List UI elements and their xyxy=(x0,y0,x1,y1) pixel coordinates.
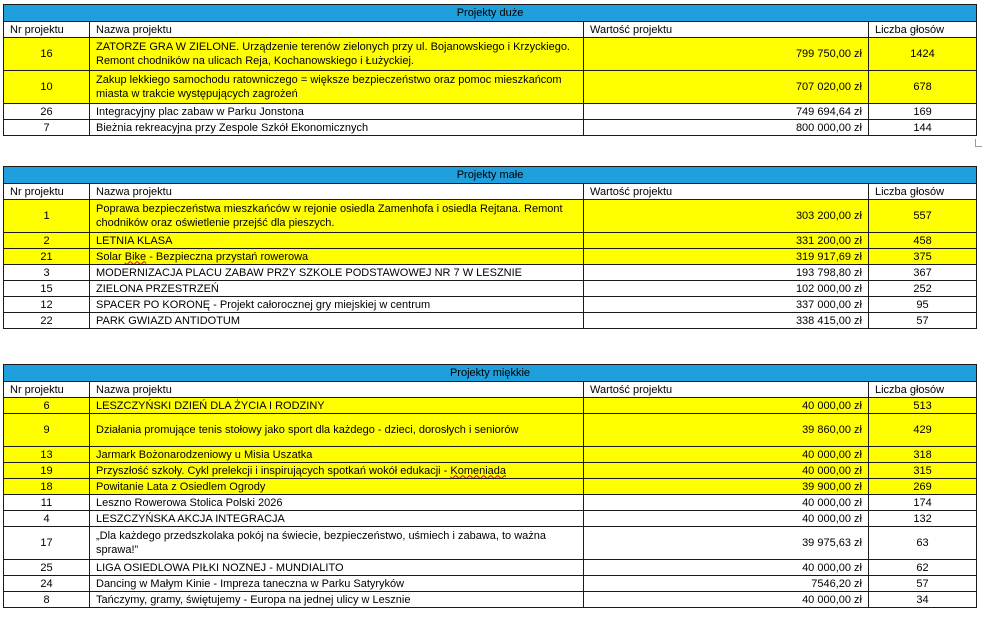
cell-value: 40 000,00 zł xyxy=(584,495,869,511)
cell-value: 303 200,00 zł xyxy=(584,200,869,233)
table-row xyxy=(4,120,977,136)
cell-value: 331 200,00 zł xyxy=(584,233,869,249)
table-row xyxy=(4,463,977,479)
section-title: Projekty duże xyxy=(4,5,977,22)
cell-nr: 11 xyxy=(4,495,90,511)
cell-name: LIGA OSIEDLOWA PIŁKI NOZNEJ - MUNDIALITO xyxy=(90,560,584,576)
cell-votes: 169 xyxy=(869,104,977,120)
cell-votes: 678 xyxy=(869,71,977,104)
table-projekty-miekkie xyxy=(3,364,977,608)
cell-nr: 26 xyxy=(4,104,90,120)
cell-corner-marker xyxy=(975,139,982,147)
header-value: Wartość projektu xyxy=(584,382,869,398)
header-value: Wartość projektu xyxy=(584,184,869,200)
cell-name-part: - Bezpieczna przystań rowerowa xyxy=(146,250,309,263)
table-row xyxy=(4,479,977,495)
cell-name: Leszno Rowerowa Stolica Polski 2026 xyxy=(90,495,584,511)
table-row xyxy=(4,297,977,313)
header-votes: Liczba głosów xyxy=(869,184,977,200)
cell-value: 799 750,00 zł xyxy=(584,38,869,71)
cell-nr: 24 xyxy=(4,576,90,592)
cell-nr: 21 xyxy=(4,249,90,265)
cell-value: 40 000,00 zł xyxy=(584,592,869,608)
cell-votes: 252 xyxy=(869,281,977,297)
table-row xyxy=(4,592,977,608)
cell-votes: 429 xyxy=(869,414,977,447)
cell-votes: 557 xyxy=(869,200,977,233)
table-row xyxy=(4,495,977,511)
table-row xyxy=(4,38,977,71)
cell-nr: 19 xyxy=(4,463,90,479)
cell-name: Tańczymy, gramy, świętujemy - Europa na jednej ulicy w Lesznie xyxy=(90,592,584,608)
cell-name: PARK GWIAZD ANTIDOTUM xyxy=(90,313,584,329)
cell-votes: 57 xyxy=(869,576,977,592)
cell-name xyxy=(90,463,584,479)
cell-votes: 132 xyxy=(869,511,977,527)
spellcheck-word: Komeniada xyxy=(450,464,507,477)
cell-votes: 318 xyxy=(869,447,977,463)
cell-votes: 57 xyxy=(869,313,977,329)
cell-nr: 10 xyxy=(4,71,90,104)
cell-votes: 513 xyxy=(869,398,977,414)
table-row xyxy=(4,560,977,576)
cell-value: 338 415,00 zł xyxy=(584,313,869,329)
table-row xyxy=(4,233,977,249)
cell-nr: 2 xyxy=(4,233,90,249)
cell-value: 749 694,64 zł xyxy=(584,104,869,120)
cell-value: 40 000,00 zł xyxy=(584,560,869,576)
header-nr: Nr projektu xyxy=(4,382,90,398)
table-row xyxy=(4,313,977,329)
table-row xyxy=(4,527,977,560)
cell-votes: 63 xyxy=(869,527,977,560)
cell-value: 39 900,00 zł xyxy=(584,479,869,495)
cell-name: ZIELONA PRZESTRZEŃ xyxy=(90,281,584,297)
cell-name: Działania promujące tenis stołowy jako sport dla każdego - dzieci, dorosłych i seniorów xyxy=(90,414,584,447)
header-nr: Nr projektu xyxy=(4,22,90,38)
cell-votes: 458 xyxy=(869,233,977,249)
section-title: Projekty małe xyxy=(4,167,977,184)
cell-nr: 12 xyxy=(4,297,90,313)
cell-value: 40 000,00 zł xyxy=(584,463,869,479)
table-row xyxy=(4,249,977,265)
table-row xyxy=(4,576,977,592)
table-row xyxy=(4,447,977,463)
cell-name: Dancing w Małym Kinie - Impreza taneczna w Parku Satyryków xyxy=(90,576,584,592)
table-row xyxy=(4,414,977,447)
cell-nr: 6 xyxy=(4,398,90,414)
cell-nr: 1 xyxy=(4,200,90,233)
table-row xyxy=(4,511,977,527)
cell-nr: 18 xyxy=(4,479,90,495)
cell-votes: 269 xyxy=(869,479,977,495)
table-row xyxy=(4,200,977,233)
cell-name: „Dla każdego przedszkolaka pokój na świecie, bezpieczeństwo, uśmiech i zabawa, to ważna sprawa!” xyxy=(90,527,584,560)
cell-value: 102 000,00 zł xyxy=(584,281,869,297)
cell-votes: 34 xyxy=(869,592,977,608)
cell-name: SPACER PO KORONĘ - Projekt całorocznej gry miejskiej w centrum xyxy=(90,297,584,313)
header-value: Wartość projektu xyxy=(584,22,869,38)
cell-nr: 9 xyxy=(4,414,90,447)
table-row xyxy=(4,104,977,120)
cell-value: 39 860,00 zł xyxy=(584,414,869,447)
cell-votes: 367 xyxy=(869,265,977,281)
cell-name: Powitanie Lata z Osiedlem Ogrody xyxy=(90,479,584,495)
cell-nr: 16 xyxy=(4,38,90,71)
cell-name: Integracyjny plac zabaw w Parku Jonstona xyxy=(90,104,584,120)
cell-nr: 22 xyxy=(4,313,90,329)
cell-votes: 315 xyxy=(869,463,977,479)
header-name: Nazwa projektu xyxy=(90,22,584,38)
cell-name-part: Solar xyxy=(96,250,125,263)
cell-nr: 3 xyxy=(4,265,90,281)
cell-votes: 144 xyxy=(869,120,977,136)
cell-value: 39 975,63 zł xyxy=(584,527,869,560)
cell-value: 40 000,00 zł xyxy=(584,398,869,414)
cell-value: 7546,20 zł xyxy=(584,576,869,592)
table-row xyxy=(4,265,977,281)
cell-votes: 375 xyxy=(869,249,977,265)
cell-nr: 17 xyxy=(4,527,90,560)
cell-name: MODERNIZACJA PLACU ZABAW PRZY SZKOLE PODSTAWOWEJ NR 7 W LESZNIE xyxy=(90,265,584,281)
header-votes: Liczba głosów xyxy=(869,382,977,398)
cell-name: LESZCZYŃSKI DZIEŃ DLA ŻYCIA I RODZINY xyxy=(90,398,584,414)
cell-votes: 1424 xyxy=(869,38,977,71)
cell-nr: 4 xyxy=(4,511,90,527)
table-projekty-male xyxy=(3,166,977,329)
cell-name: LETNIA KLASA xyxy=(90,233,584,249)
table-row xyxy=(4,281,977,297)
header-nr: Nr projektu xyxy=(4,184,90,200)
cell-nr: 25 xyxy=(4,560,90,576)
header-name: Nazwa projektu xyxy=(90,382,584,398)
header-votes: Liczba głosów xyxy=(869,22,977,38)
cell-votes: 174 xyxy=(869,495,977,511)
cell-value: 319 917,69 zł xyxy=(584,249,869,265)
cell-name-part: Przyszłość szkoły. Cykl prelekcji i inspirujących spotkań wokół edukacji - xyxy=(96,464,451,477)
cell-nr: 15 xyxy=(4,281,90,297)
cell-value: 800 000,00 zł xyxy=(584,120,869,136)
cell-value: 40 000,00 zł xyxy=(584,511,869,527)
cell-name: ZATORZE GRA W ZIELONE. Urządzenie terenów zielonych przy ul. Bojanowskiego i Krzyckiego. Remont chodników na ulicach Reja, Kochanowskiego i Łużyckiej. xyxy=(90,38,584,71)
cell-name: Jarmark Bożonarodzeniowy u Misia Uszatka xyxy=(90,447,584,463)
cell-value: 707 020,00 zł xyxy=(584,71,869,104)
cell-name xyxy=(90,249,584,265)
cell-value: 40 000,00 zł xyxy=(584,447,869,463)
cell-nr: 13 xyxy=(4,447,90,463)
cell-name: Poprawa bezpieczeństwa mieszkańców w rejonie osiedla Zamenhofa i osiedla Rejtana. Remont chodników oraz oświetlenie przejść dla pieszych. xyxy=(90,200,584,233)
section-title: Projekty miękkie xyxy=(4,365,977,382)
table-row xyxy=(4,71,977,104)
cell-nr: 7 xyxy=(4,120,90,136)
cell-name: Zakup lekkiego samochodu ratowniczego = większe bezpieczeństwo oraz pomoc mieszkańcom miasta w trakcie występujących zagrożeń xyxy=(90,71,584,104)
header-name: Nazwa projektu xyxy=(90,184,584,200)
cell-value: 337 000,00 zł xyxy=(584,297,869,313)
cell-votes: 62 xyxy=(869,560,977,576)
cell-nr: 8 xyxy=(4,592,90,608)
cell-name: Bieżnia rekreacyjna przy Zespole Szkół Ekonomicznych xyxy=(90,120,584,136)
table-row xyxy=(4,398,977,414)
cell-name: LESZCZYŃSKA AKCJA INTEGRACJA xyxy=(90,511,584,527)
table-projekty-duze xyxy=(3,4,977,136)
cell-votes: 95 xyxy=(869,297,977,313)
spellcheck-word: Bike xyxy=(124,250,147,263)
cell-value: 193 798,80 zł xyxy=(584,265,869,281)
